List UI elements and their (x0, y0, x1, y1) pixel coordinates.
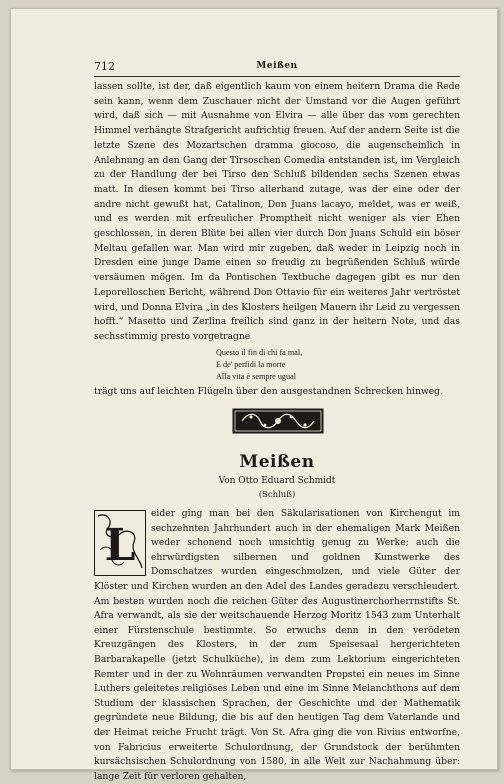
quote-line: E de' perfidi la morte (216, 359, 286, 369)
dropcap-letter: L (104, 520, 136, 571)
running-head: Meißen (256, 61, 298, 71)
ornamental-divider-icon (232, 408, 324, 434)
page-number: 712 (94, 60, 115, 73)
article-text (94, 507, 460, 784)
article-byline: Von Otto Eduard Schmidt (218, 476, 336, 486)
decorated-initial-icon (94, 510, 146, 576)
article-paragraph: eider ging man bei den Säkularisationen von Kirchengut im sechzehnten Jahrhundert auch in der ehemaligen Mark Meißen weder schonend noch umsichtig genug zu Werke; auch die ehrwürdigsten silbernen und goldnen Kunstwerke des Domschatzes wurden eingeschmolzen, und viele Güter der Klöster und Kirchen wurden an den Adel des Landes geradezu verschleudert. Am besten wurden noch die reichen Güter des Augustinerchorherrnstifts St. Afra verwandt, als sie der weitschauende Herzog Moritz 1543 zum Unterhalt einer Fürstenschule bestimmte. So erwuchs denn in den verödeten Kreuzgängen des Klosters, in der zum Speisesaal hergerichteten Barbarakapelle (jetzt Schulküche), in dem zum Lektorium eingerichteten Remter und in der zu Wohnräumen verwandten Propstei ein neues im Sinne Luthers geleitetes religiöses Leben und eine im Sinne Melanchthons auf dem Studium der klassischen Sprachen, der Geschichte und der Mathematik gegründete neue Bildung, die bis auf den heutigen Tag dem Vaterlande und der Heimat reiche Frucht trägt. Von St. Afra ging die von Rivius entworfne, von Fabricius erweiterte Schulordnung, der Grundstock der berühmten kursächsischen Schulordnung von 1580, in alle Welt zur Nachahmung über: lange Zeit für verloren gehalten, (94, 508, 460, 782)
italian-quote (216, 347, 460, 383)
previous-article-paragraph: lassen sollte, ist der, daß eigentlich kaum von einem heitern Drama die Rede sein kann, wenn dem Zuschauer nicht der Umstand vor die Augen geführt wird, daß sich — mit Ausnahme von Elvira — alle über das vom gerechten Himmel verhängte Strafgericht aufrichtig freuen. Auf der andern Seite ist die letzte Szene des Mozartschen dramma giocoso, die augenscheinlich in Anlehnung an den Gang der Tirsoschen Comedia entstanden ist, im Vergleich zu der Handlung der bei Tirso den Schluß bildenden sechs Szenen etwas matt. In diesen kommt bei Tirso allerhand zutage, was der eine oder der andre nicht gewußt hat, Catalinon, Don Juans lacayo, meldet, was er weiß, und es werden mit erfreulicher Promptheit nicht weniger als vier Ehen geschlossen, in deren Blüte bei allen vier durch Don Juans Schuld ein böser Meltau gefallen war. Man wird mir zugeben, daß weder in Leipzig noch in Dresden eine junge Dame einen so freudig zu begrüßenden Schluß würde versäumen mögen. Im da Pontischen Textbuche dagegen gibt es nur den Leporelloschen Bericht, während Don Ottavio für ein weiteres Jahr vertröstet wird, und Donna Elvira „in des Klosters heilgen Mauern ihr Leid zu vergessen hofft.“ Masetto und Zerlina freilich sind ganz in der heitern Note, und das sechsstimmig presto vorgetragne (94, 81, 460, 342)
article-subtitle: (Schluß) (258, 490, 296, 500)
quote-line: Questo il fin di chi fa mal, (216, 347, 303, 357)
quote-line: Alla vita è sempre ugual (216, 371, 297, 381)
previous-article-closing-line: trägt uns auf leichten Flügeln über den ausgestandnen Schrecken hinweg. (94, 385, 443, 397)
article-title: Meißen (239, 452, 315, 472)
page-header (94, 58, 460, 77)
previous-article-text (94, 80, 460, 399)
